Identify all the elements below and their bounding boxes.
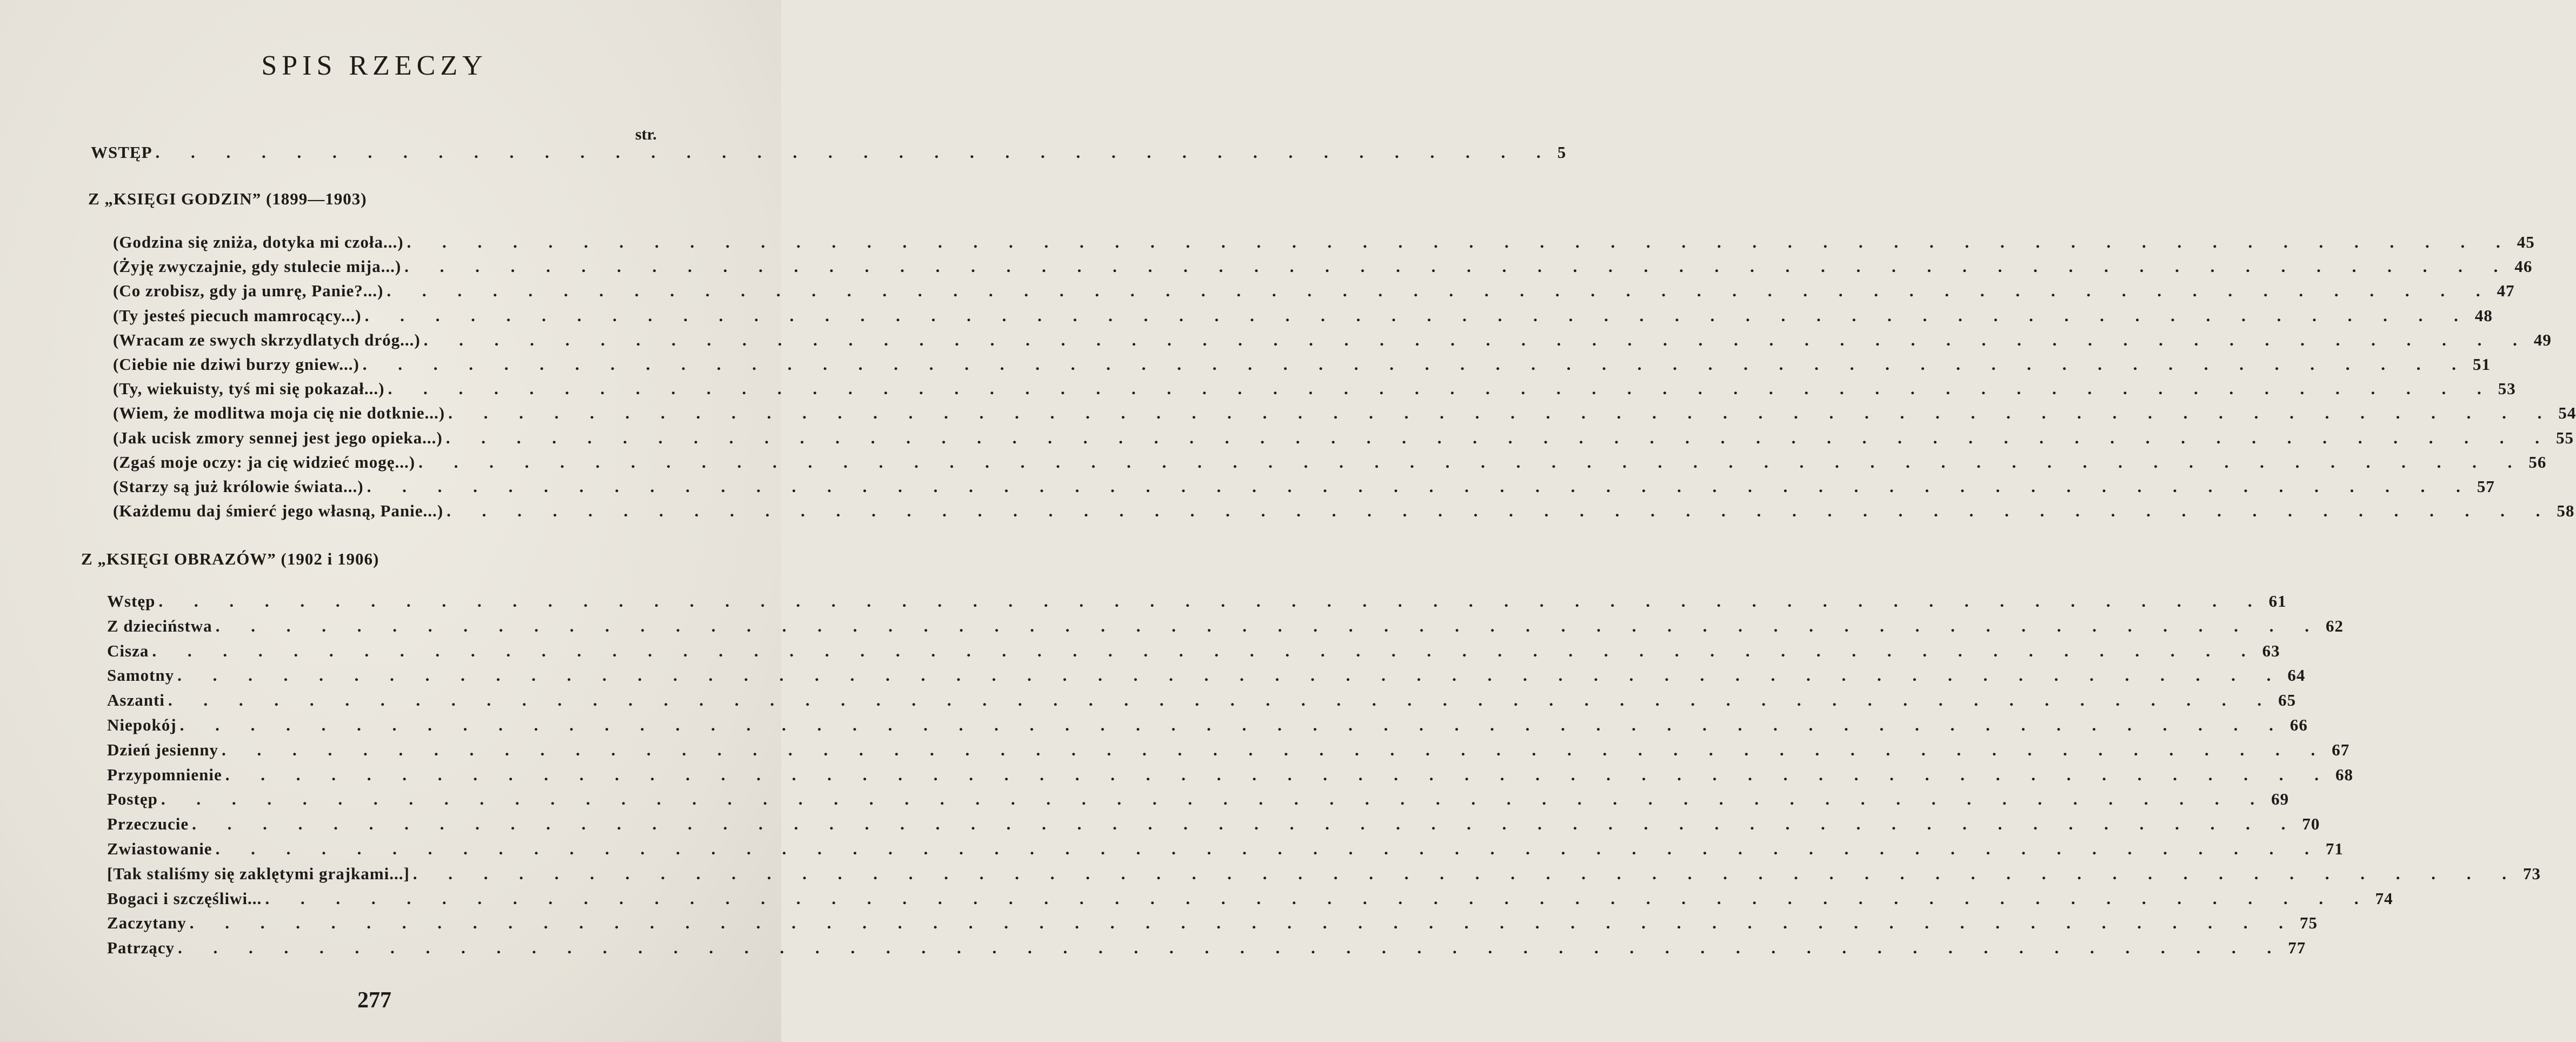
toc-entry-page: 47 [2497,281,2515,301]
toc-entry-page: 65 [2278,691,2297,710]
toc-entry [107,814,2320,834]
leader-dots: . . . . . . . . . . . . . . . . . . . . . . . . . . . . . . . . . . . . . . . . . . . . . . . . . . . . . . . . . . . . [362,355,2470,374]
leader-dots: . . . . . . . . . . . . . . . . . . . . . . . . . . . . . . . . . . . . . . . . . . . . . . . . . . . . . . . . . . . . [225,765,2332,784]
leader-dots: . . . . . . . . . . . . . . . . . . . . . . . . . . . . . . . . . . . . . . . . . . . . . . . . . . . . . . . . . . . . [423,330,2531,349]
toc-entry-label: Z dzieciństwa [107,616,212,635]
toc-entry [107,888,2393,908]
toc-entry-page: 53 [2498,379,2516,399]
toc-entry-label: [Tak staliśmy się zaklętymi grajkami...] [107,864,410,883]
toc-entry [113,233,2535,252]
toc-entry-page: 66 [2289,715,2308,734]
toc-entry-label: WSTĘP [91,143,152,162]
toc-entry-page: 56 [2528,452,2547,472]
toc-entry-label: (Zgaś moje oczy: ja cię widzieć mogę...) [113,452,416,472]
toc-entry-page: 46 [2514,257,2533,276]
leader-dots: . . . . . . . . . . . . . . . . . . . . . . . . . . . . . . . . . . . . . . . . . . . . . . . . . . . . . . . . . . . . [158,592,2266,610]
leader-dots: . . . . . . . . . . . . . . . . . . . . . . . . . . . . . . . . . . . . . . . . . . . . . . . . . . . . . . . . . . . . [448,403,2555,423]
toc-entry-label: (Ty jesteś piecuch mamrocący...) [113,306,362,325]
toc-entry-label: (Wiem, że modlitwa moja cię nie dotknie...) [113,403,445,423]
toc-entry-label: Niepokój [107,715,177,734]
toc-entry [113,501,2575,521]
leader-dots: . . . . . . . . . . . . . . . . . . . . . . . . . . . . . . . . . . . . . . . . . . . . . . . . . . . . . . . . . . . . [367,477,2474,496]
toc-entry [107,765,2353,785]
toc-entry-label: Dzień jesienny [107,740,219,759]
toc-entry-page: 73 [2523,864,2541,883]
toc-entry-page: 71 [2325,839,2344,858]
toc-entry-label: (Starzy są już królowie świata...) [113,477,364,496]
toc-entry-page: 45 [2517,233,2535,251]
toc-entry-label: (Żyję zwyczajnie, gdy stulecie mija...) [113,257,402,276]
toc-entry-page: 75 [2300,913,2318,933]
toc-entry-page: 61 [2268,592,2287,610]
page-title: SPIS RZECZY [261,50,488,81]
leader-dots: . . . . . . . . . . . . . . . . . . . . . . . . . . . . . . . . . . . . . . . . . . . . . . . . . . . . . . . . . . . . [445,428,2553,447]
toc-entry-page: 64 [2287,666,2306,685]
toc-entry [107,691,2297,710]
toc-entry-label: Przypomnienie [107,765,222,784]
toc-entry-page: 62 [2325,616,2344,635]
toc-entry-label: Zaczytany [107,913,187,933]
toc-entry [113,428,2574,448]
toc-entry-label: Patrzący [107,938,175,958]
toc-entry [107,864,2541,884]
toc-entry-label: (Ciebie nie dziwi burzy gniew...) [113,355,360,374]
toc-entry-label: (Wracam ze swych skrzydlatych dróg...) [113,330,421,349]
toc-entry-label: (Godzina się zniża, dotyka mi czoła...) [113,233,404,251]
leader-dots: . . . . . . . . . . . . . . . . . . . . . . . . . . . . . . . . . . . . . . . . . . . . . . . . . . . . . . . . . . . . [161,789,2268,809]
toc-entry-page: 54 [2558,403,2576,423]
toc-entry-page: 63 [2262,641,2280,660]
toc-entry [113,306,2493,326]
toc-entry-page: 70 [2302,814,2320,834]
leader-dots: . . . . . . . . . . . . . . . . . . . . . . . . . . . . . . . . . . . . . . . . . . . . . . . . . . . . . . . . . . . . [152,641,2259,660]
toc-entry [107,715,2308,735]
toc-entry-label: Cisza [107,641,149,660]
toc-entry [113,355,2491,374]
toc-entry-page: 51 [2473,355,2491,374]
leader-dots: . . . . . . . . . . . . . . . . . . . . . . . . . . . . . . . . . . . . . . . . . . . . . . . . . . . . . . . . . . . . [265,888,2372,908]
toc-entry-page: 57 [2477,477,2495,496]
leader-dots: . . . . . . . . . . . . . . . . . . . . . . . . . . . . . . . . . . . . . . . . . . . . . . . . . . . . . . . . . . . . [387,281,2494,301]
toc-entry-label: (Jak ucisk zmory sennej jest jego opieka...) [113,428,443,447]
page-number: 277 [357,988,391,1013]
toc-entry-label: Zwiastowanie [107,839,212,858]
toc-entry-label: (Co zrobisz, gdy ja umrę, Panie?...) [113,281,384,301]
leader-dots: . . . . . . . . . . . . . . . . . . . . . . . . . . . . . . . . . . . . . . . . . . . . . . . . . . . . . . . . . . . . [404,257,2512,276]
toc-entry-label: Postęp [107,789,158,809]
toc-entry-page: 74 [2375,888,2393,908]
toc-entry [107,740,2350,760]
toc-entry [113,452,2547,472]
toc-entry-intro [91,143,1567,162]
toc-entry [113,403,2576,423]
toc-entry [113,379,2516,399]
toc-entry-label: Wstęp [107,592,156,610]
toc-entry [107,839,2344,859]
toc-entry-page: 77 [2288,938,2306,958]
section-heading-godzin: Z „KSIĘGI GODZIN” (1899—1903) [88,189,367,208]
toc-entry-label: (Ty, wiekuisty, tyś mi się pokazał...) [113,379,385,399]
toc-entry-label: Samotny [107,666,175,685]
toc-entry-label: Aszanti [107,691,165,710]
leader-dots: . . . . . . . . . . . . . . . . . . . . . . . . . . . . . . . . . . . . . . . . . . . . . . . . . . . . . . . . . . . . [364,306,2472,325]
toc-entry [113,330,2552,350]
toc-entry-page: 49 [2533,330,2552,349]
toc-entry-page: 69 [2271,789,2289,809]
toc-entry-label: Bogaci i szczęśliwi... [107,888,262,908]
leader-dots: . . . . . . . . . . . . . . . . . . . . . . . . . . . . . . . . . . . . . . . . . . . . . . . . . . . . . . . . . . . . [215,839,2322,858]
leader-dots: . . . . . . . . . . . . . . . . . . . . . . . . . . . . . . . . . . . . . . . . . . . . . . . . . . . . . . . . . . . . [192,814,2299,834]
leader-dots: . . . . . . . . . . . . . . . . . . . . . . . . . . . . . . . . . . . . . . . . . . . . . . . . . . . . . . . . . . . . [179,715,2287,734]
toc-entry-page: 55 [2555,428,2574,447]
toc-entry [107,913,2318,933]
toc-entry [107,592,2287,611]
leader-dots: . . . . . . . . . . . . . . . . . . . . . . . . . . . . . . . . . . . . . . . . . . . . . . . . . . . . . . . . . . . . [412,864,2520,883]
toc-entry [107,789,2289,809]
toc-entry [107,641,2280,661]
toc-entry [107,938,2306,958]
leader-dots: . . . . . . . . . . . . . . . . . . . . . . . . . . . . . . . . . . . . . . . . . . . . . . . . . . . . . . . . . . . . [418,452,2526,472]
leader-dots: . . . . . . . . . . . . . . . . . . . . . . . . . . . . . . . . . . . . . . . . . . . . . . . . . . . . . . . . . . . . [215,616,2322,635]
toc-entry [113,281,2515,301]
toc-entry-page: 48 [2474,306,2493,325]
toc-entry-label: Przeczucie [107,814,189,834]
toc-entry [113,257,2533,276]
toc-entry-label: (Każdemu daj śmierć jego własną, Panie...) [113,501,444,521]
leader-dots: . . . . . . . . . . . . . . . . . . . . . . . . . . . . . . . . . . . . . . . . . . . . . . . . . . . . . . . . . . . . [222,740,2329,759]
toc-entry-page: 5 [1557,143,1567,162]
toc-entry [113,477,2495,496]
leader-dots: . . . . . . . . . . . . . . . . . . . . . . . . . . . . . . . . . . . . . . . . . . . . . . . . . . . . . . . . . . . . [388,379,2495,399]
page-column-header: str. [635,125,657,143]
leader-dots: . . . . . . . . . . . . . . . . . . . . . . . . . . . . . . . . . . . . . . . . [155,143,1554,162]
toc-entry-page: 58 [2557,501,2575,521]
toc-entry [107,666,2306,685]
toc-entry-page: 68 [2335,765,2353,784]
toc-entry-page: 67 [2332,740,2350,759]
section-heading-obrazow: Z „KSIĘGI OBRAZÓW” (1902 i 1906) [81,549,380,568]
toc-entry [107,616,2344,636]
leader-dots: . . . . . . . . . . . . . . . . . . . . . . . . . . . . . . . . . . . . . . . . . . . . . . . . . . . . . . . . . . . . [168,691,2275,710]
leader-dots: . . . . . . . . . . . . . . . . . . . . . . . . . . . . . . . . . . . . . . . . . . . . . . . . . . . . . . . . . . . . [407,233,2514,251]
leader-dots: . . . . . . . . . . . . . . . . . . . . . . . . . . . . . . . . . . . . . . . . . . . . . . . . . . . . . . . . . . . . [177,666,2285,685]
leader-dots: . . . . . . . . . . . . . . . . . . . . . . . . . . . . . . . . . . . . . . . . . . . . . . . . . . . . . . . . . . . . [178,938,2285,958]
leader-dots: . . . . . . . . . . . . . . . . . . . . . . . . . . . . . . . . . . . . . . . . . . . . . . . . . . . . . . . . . . . . [189,913,2297,933]
leader-dots: . . . . . . . . . . . . . . . . . . . . . . . . . . . . . . . . . . . . . . . . . . . . . . . . . . . . . . . . . . . . [447,501,2554,521]
